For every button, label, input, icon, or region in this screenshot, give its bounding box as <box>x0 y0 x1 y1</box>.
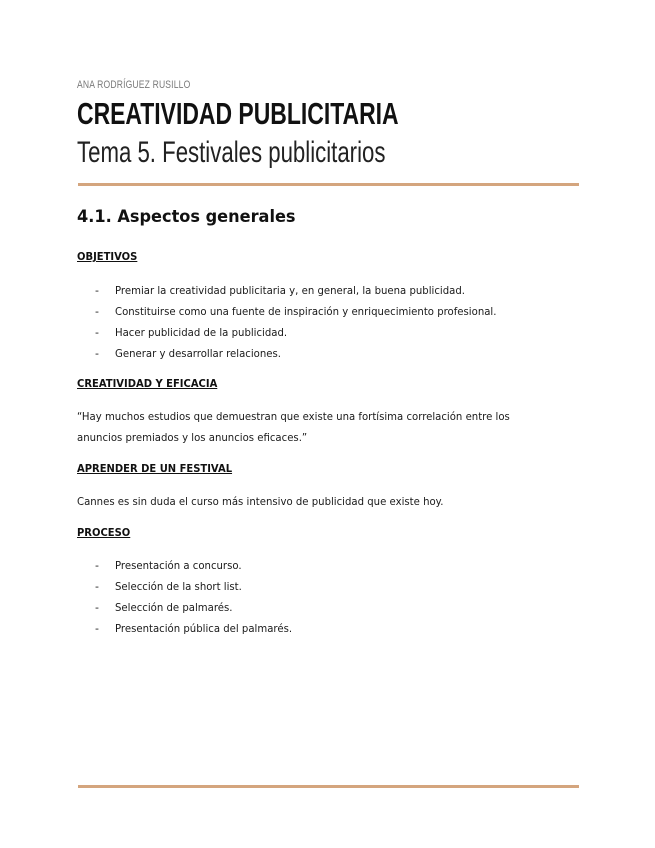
list-dash: - <box>95 305 99 318</box>
aprender-text: Cannes es sin duda el curso más intensivo de publicidad que existe hoy. <box>77 495 444 508</box>
objetivos-heading: OBJETIVOS <box>77 251 138 263</box>
list-dash: - <box>95 601 99 614</box>
list-dash: - <box>95 326 99 339</box>
document-page: ANA RODRÍGUEZ RUSILLO CREATIVIDAD PUBLICITARIA Tema 5. Festivales publicitarios 4.1. Aspectos generales OBJETIVOS - Premiar la creatividad publicitaria y, en general, la buena publicidad. - Constituirse como una fuente de inspiración y enriquecimiento profesional. - Hacer publicidad de la publicidad. - Generar y desarrollar relaciones. CREATIVIDAD Y EFICACIA “Hay muchos estudios que demuestran que existe una fortísima correlación entre los anuncios premiados y los anuncios eficaces.” APRENDER DE UN FESTIVAL Cannes es sin duda el curso más intensivo de publicidad que existe hoy. PROCESO - Presentación a concurso. - Selección de la short list. - Selección de palmarés. - Presentación pública del palmarés. <box>0 0 655 848</box>
quote-line-2: anuncios premiados y los anuncios eficaces.” <box>77 431 308 444</box>
list-dash: - <box>95 622 99 635</box>
section-heading: 4.1. Aspectos generales <box>77 207 296 227</box>
list-dash: - <box>95 580 99 593</box>
aprender-heading: APRENDER DE UN FESTIVAL <box>77 463 233 475</box>
author-name: ANA RODRÍGUEZ RUSILLO <box>77 79 191 91</box>
list-dash: - <box>95 559 99 572</box>
quote-line-1: “Hay muchos estudios que demuestran que existe una fortísima correlación entre los <box>77 410 510 423</box>
proceso-heading: PROCESO <box>77 527 131 539</box>
list-dash: - <box>95 284 99 297</box>
footer-divider <box>78 785 579 788</box>
document-title: CREATIVIDAD PUBLICITARIA <box>77 96 399 131</box>
header-divider <box>78 183 579 186</box>
document-subtitle: Tema 5. Festivales publicitarios <box>77 136 386 169</box>
creatividad-heading: CREATIVIDAD Y EFICACIA <box>77 378 218 390</box>
list-dash: - <box>95 347 99 360</box>
